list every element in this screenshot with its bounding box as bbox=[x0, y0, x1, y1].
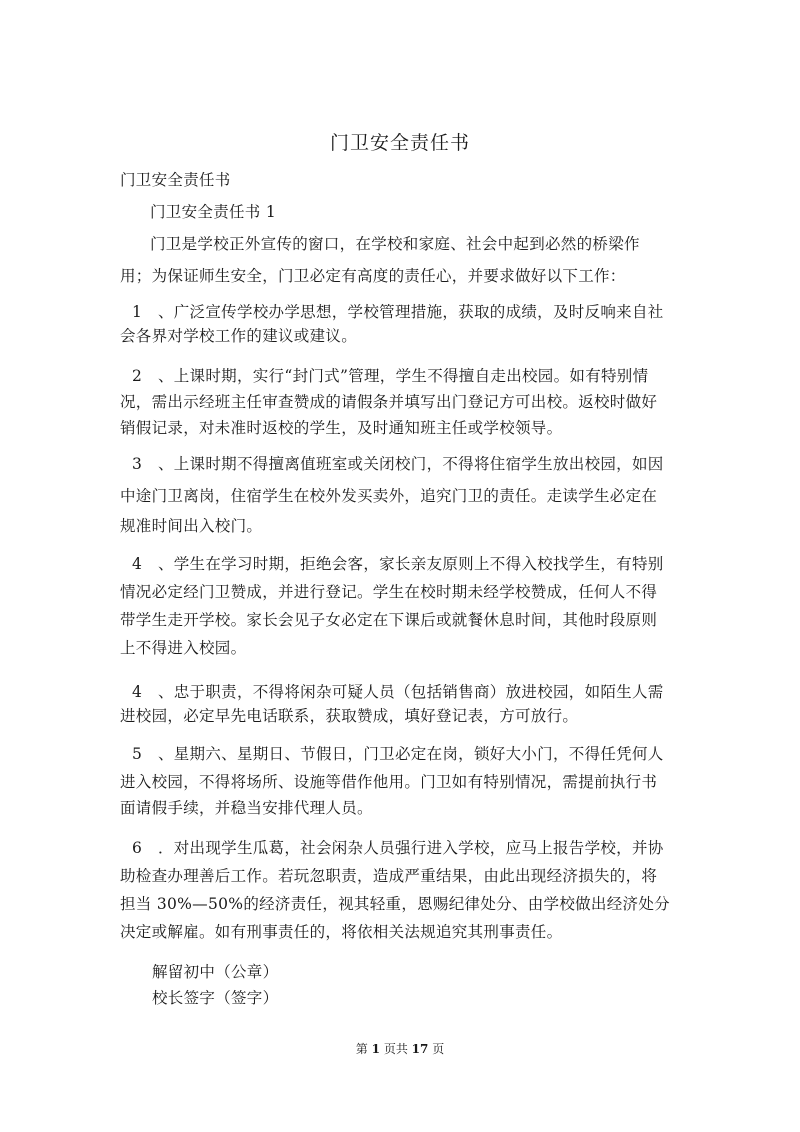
principal-signature-line: 校长签字（签字） bbox=[152, 989, 279, 1007]
item-line: 4 、忠于职责，不得将闲杂可疑人员（包括销售商）放进校园，如陌生人需 bbox=[132, 683, 664, 701]
item-line: 4 、学生在学习时期，拒绝会客，家长亲友原则上不得入校找学生，有特别 bbox=[132, 555, 664, 573]
footer-suffix: 页 bbox=[432, 1042, 445, 1056]
item-line: 况，需出示经班主任审查赞成的请假条并填写出门登记方可出校。返校时做好 bbox=[120, 393, 658, 411]
item-line: 面请假手续，并稳当安排代理人员。 bbox=[120, 799, 373, 817]
item-line: 3 、上课时期不得擅离值班室或关闭校门，不得将住宿学生放出校园，如因 bbox=[132, 455, 664, 473]
item-line: 决定或解雇。如有刑事责任的，将依相关法规追究其刑事责任。 bbox=[120, 923, 563, 941]
intro-line: 门卫是学校正外宣传的窗口，在学校和家庭、社会中起到必然的桥梁作 bbox=[150, 235, 640, 253]
footer-prefix: 第 bbox=[355, 1042, 368, 1056]
item-line: 进校园，必定早先电话联系，获取赞成，填好登记表，方可放行。 bbox=[120, 707, 579, 725]
item-line: 中途门卫离岗，住宿学生在校外发买卖外，追究门卫的责任。走读学生必定在 bbox=[120, 487, 658, 505]
item-line: 上不得进入校园。 bbox=[120, 639, 247, 657]
item-line: 情况必定经门卫赞成，并进行登记。学生在校时期未经学校赞成，任何人不得 bbox=[120, 583, 658, 601]
item-line: 带学生走开学校。家长会见子女必定在下课后或就餐休息时间，其他时段原则 bbox=[120, 611, 658, 629]
document-subheading: 门卫安全责任书 1 bbox=[150, 203, 276, 221]
school-seal-line: 解留初中（公章） bbox=[152, 963, 279, 981]
page-footer bbox=[0, 1040, 800, 1057]
item-line: 5 、星期六、星期日、节假日，门卫必定在岗，锁好大小门，不得任凭何人 bbox=[132, 745, 664, 763]
item-line: 会各界对学校工作的建议或建议。 bbox=[120, 327, 358, 345]
document-heading: 门卫安全责任书 bbox=[120, 171, 231, 189]
intro-line: 用；为保证师生安全，门卫必定有高度的责任心，并要求做好以下工作： bbox=[120, 267, 626, 285]
item-line: 助检查办理善后工作。若玩忽职责，造成严重结果，由此出现经济损失的，将 bbox=[120, 867, 658, 885]
document-title: 门卫安全责任书 bbox=[329, 132, 470, 154]
item-line: 进入校园，不得将场所、设施等借作他用。门卫如有特别情况，需提前执行书 bbox=[120, 773, 658, 791]
footer-page-number: 1 bbox=[371, 1042, 380, 1056]
item-line: 6 ．对出现学生瓜葛，社会闲杂人员强行进入学校，应马上报告学校，并协 bbox=[132, 839, 664, 857]
item-line: 担当 30%—50%的经济责任，视其轻重，恩赐纪律处分、由学校做出经济处分 bbox=[120, 895, 670, 913]
item-line: 销假记录，对未准时返校的学生，及时通知班主任或学校领导。 bbox=[120, 419, 563, 437]
item-line: 1 、广泛宣传学校办学思想，学校管理措施，获取的成绩，及时反响来自社 bbox=[132, 303, 664, 321]
item-line: 2 、上课时期，实行“封门式”管理，学生不得擅自走出校园。如有特别情 bbox=[132, 367, 649, 385]
item-line: 规准时间出入校门。 bbox=[120, 517, 263, 535]
footer-mid: 页共 bbox=[383, 1042, 408, 1056]
footer-total-pages: 17 bbox=[411, 1042, 429, 1056]
